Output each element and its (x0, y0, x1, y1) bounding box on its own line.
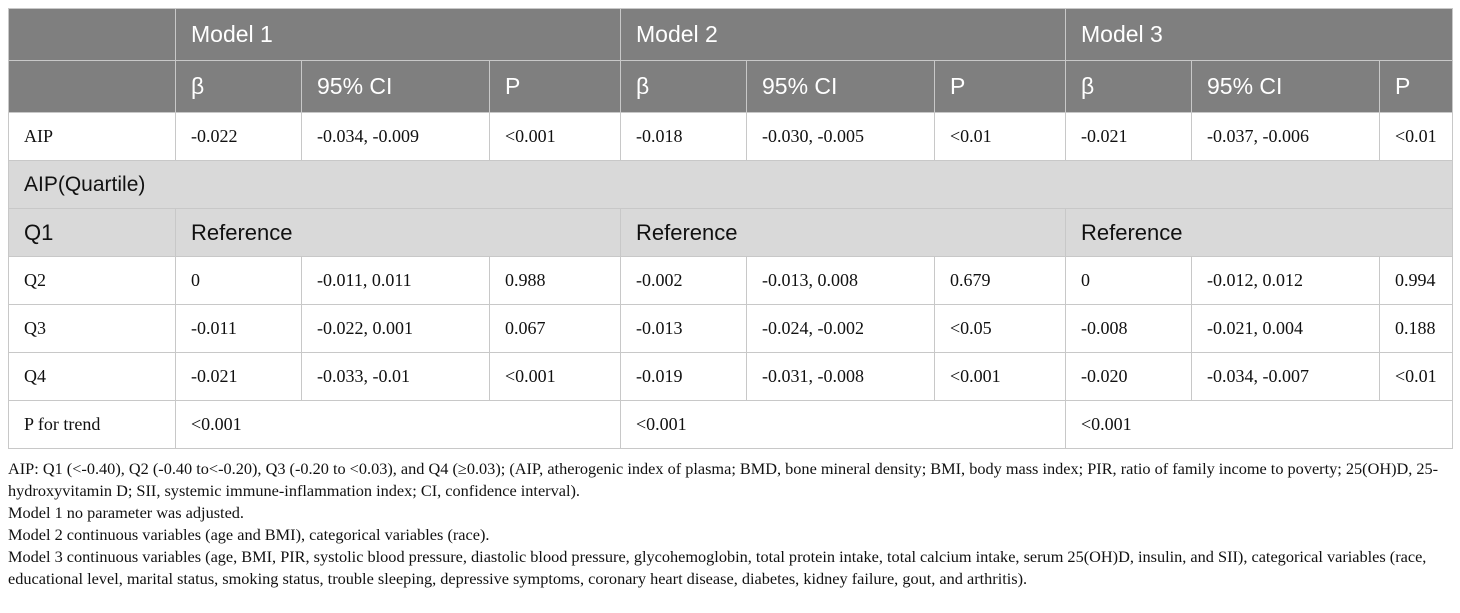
table-cell: -0.034, -0.009 (302, 113, 490, 161)
beta-header: β (621, 61, 747, 113)
table-cell: <0.001 (935, 353, 1066, 401)
group-row-quartile (9, 161, 1453, 209)
ci-header: 95% CI (1192, 61, 1380, 113)
row-label: Q1 (9, 209, 176, 257)
row-label: P for trend (9, 401, 176, 449)
table-cell: -0.033, -0.01 (302, 353, 490, 401)
reference-cell: Reference (621, 209, 1066, 257)
footnote-model-2: Model 2 continuous variables (age and BMI), categorical variables (race). (8, 525, 490, 544)
table-cell: <0.01 (1380, 353, 1453, 401)
footnote-abbreviations: AIP: Q1 (<-0.40), Q2 (-0.40 to<-0.20), Q3 (-0.20 to <0.03), and Q4 (≥0.03); (AIP, atherogenic index of plasma; BMD, bone mineral density; BMI, body mass index; PIR, ratio of family income to poverty; 25(OH)D, 25-hydroxyvitamin D; SII, systemic immune-inflammation index; CI, confidence interval). (8, 459, 1439, 500)
table-cell: -0.013 (621, 305, 747, 353)
reference-cell: Reference (176, 209, 621, 257)
p-header: P (935, 61, 1066, 113)
table-cell: -0.022, 0.001 (302, 305, 490, 353)
trend-cell: <0.001 (176, 401, 621, 449)
table-cell: -0.011 (176, 305, 302, 353)
model-1-header: Model 1 (176, 9, 621, 61)
table-cell: -0.034, -0.007 (1192, 353, 1380, 401)
table-cell: -0.011, 0.011 (302, 257, 490, 305)
table-row-q3 (9, 305, 1453, 353)
results-table (8, 8, 1453, 449)
table-cell: 0.988 (490, 257, 621, 305)
table-cell: -0.008 (1066, 305, 1192, 353)
table-row-trend (9, 401, 1453, 449)
beta-header: β (1066, 61, 1192, 113)
table-cell: -0.012, 0.012 (1192, 257, 1380, 305)
model-3-header: Model 3 (1066, 9, 1453, 61)
group-label: AIP(Quartile) (9, 161, 1453, 209)
table-cell: <0.001 (490, 113, 621, 161)
table-cell: -0.031, -0.008 (747, 353, 935, 401)
table-cell: -0.037, -0.006 (1192, 113, 1380, 161)
table-cell: <0.01 (935, 113, 1066, 161)
beta-header: β (176, 61, 302, 113)
table-cell: -0.021 (1066, 113, 1192, 161)
header-row-models (9, 9, 1453, 61)
table-cell: -0.021 (176, 353, 302, 401)
table-cell: -0.021, 0.004 (1192, 305, 1380, 353)
trend-cell: <0.001 (1066, 401, 1453, 449)
table-row-q2 (9, 257, 1453, 305)
p-header: P (1380, 61, 1453, 113)
table-cell: -0.013, 0.008 (747, 257, 935, 305)
table-cell: 0 (176, 257, 302, 305)
table-cell: -0.022 (176, 113, 302, 161)
row-label: Q4 (9, 353, 176, 401)
ci-header: 95% CI (302, 61, 490, 113)
header-empty-cell (9, 61, 176, 113)
row-label: AIP (9, 113, 176, 161)
reference-cell: Reference (1066, 209, 1453, 257)
table-cell: -0.018 (621, 113, 747, 161)
header-empty-cell (9, 9, 176, 61)
table-cell: -0.020 (1066, 353, 1192, 401)
table-cell: <0.05 (935, 305, 1066, 353)
trend-cell: <0.001 (621, 401, 1066, 449)
footnote-model-3: Model 3 continuous variables (age, BMI, PIR, systolic blood pressure, diastolic blood pressure, glycohemoglobin, total protein intake, total calcium intake, serum 25(OH)D, insulin, and SII), categorical variables (race, educational level, marital status, smoking status, trouble sleeping, depressive symptoms, coronary heart disease, diabetes, kidney failure, gout, and arthritis). (8, 547, 1427, 588)
model-2-header: Model 2 (621, 9, 1066, 61)
table-cell: 0.067 (490, 305, 621, 353)
table-row-aip (9, 113, 1453, 161)
table-cell: 0.188 (1380, 305, 1453, 353)
table-footnotes (8, 458, 1458, 590)
row-label: Q2 (9, 257, 176, 305)
header-row-columns (9, 61, 1453, 113)
footnote-model-1: Model 1 no parameter was adjusted. (8, 503, 245, 522)
ci-header: 95% CI (747, 61, 935, 113)
table-cell: -0.019 (621, 353, 747, 401)
table-cell: -0.024, -0.002 (747, 305, 935, 353)
table-cell: 0.679 (935, 257, 1066, 305)
table-cell: 0.994 (1380, 257, 1453, 305)
table-cell: -0.002 (621, 257, 747, 305)
table-cell: 0 (1066, 257, 1192, 305)
table-row-q1 (9, 209, 1453, 257)
table-cell: <0.001 (490, 353, 621, 401)
table-cell: <0.01 (1380, 113, 1453, 161)
row-label: Q3 (9, 305, 176, 353)
p-header: P (490, 61, 621, 113)
table-cell: -0.030, -0.005 (747, 113, 935, 161)
table-row-q4 (9, 353, 1453, 401)
